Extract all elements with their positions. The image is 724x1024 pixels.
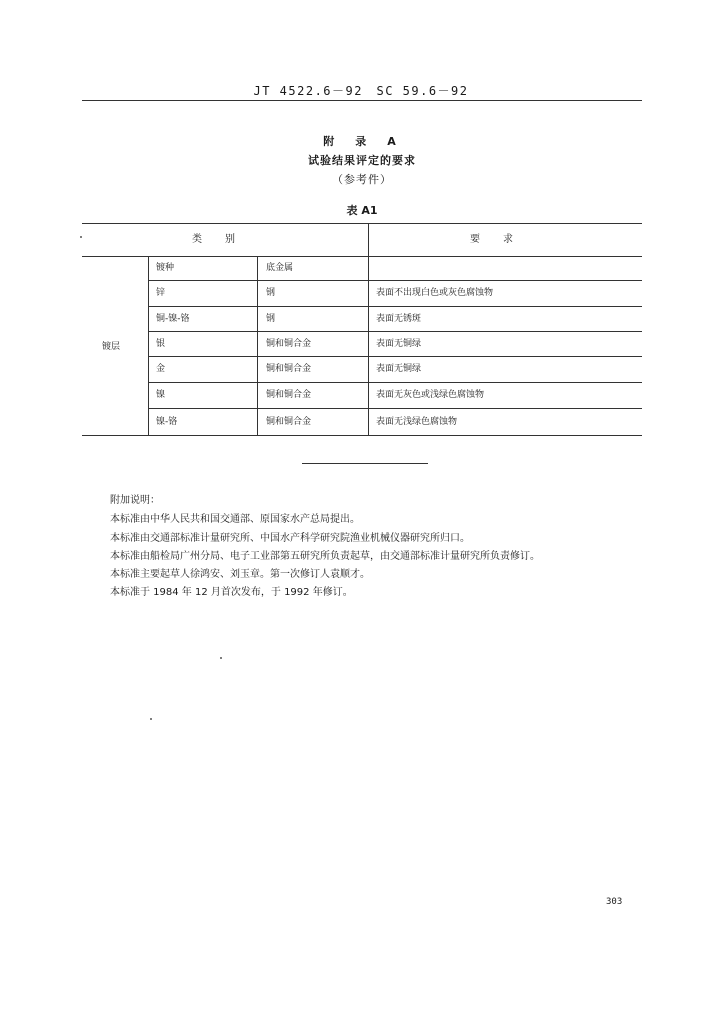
standard-code-header: JT 4522.6－92 SC 59.6－92 [253, 84, 469, 98]
table-cell-base: 铜和铜合金 [266, 364, 312, 374]
notes-heading: 附加说明： [110, 495, 160, 506]
scan-speck [220, 657, 222, 659]
requirements-table [82, 223, 642, 436]
table-cell-base: 铜和铜合金 [266, 339, 312, 349]
scan-speck [80, 236, 82, 238]
table-cell-coating: 金 [156, 364, 166, 374]
table-cell-requirement: 表面无灰色或浅绿色腐蚀物 [376, 390, 485, 400]
table-cell-requirement: 表面无锈斑 [376, 314, 422, 324]
appendix-title: 试验结果评定的要求 [308, 154, 416, 167]
table-cell-requirement: 表面不出现白色或灰色腐蚀物 [376, 288, 494, 298]
row-divider [148, 280, 642, 281]
group-label-coating: 镀层 [102, 342, 121, 352]
table-top-rule [82, 223, 642, 224]
table-header-rule [82, 256, 642, 257]
note-line: 本标准于 1984 年 12 月首次发布，于 1992 年修订。 [110, 587, 353, 598]
table-cell-base: 铜和铜合金 [266, 390, 312, 400]
page-number: 303 [606, 897, 623, 907]
table-bottom-rule [82, 435, 642, 436]
table-cell-requirement: 表面无浅绿色腐蚀物 [376, 417, 458, 427]
col-divider [148, 256, 149, 435]
table-cell-base: 铜和铜合金 [266, 417, 312, 427]
note-line: 本标准由中华人民共和国交通部、原国家水产总局提出。 [110, 514, 360, 525]
col-divider [257, 256, 258, 435]
table-cell-requirement: 表面无铜绿 [376, 339, 422, 349]
row-divider [148, 408, 642, 409]
note-line: 本标准主要起草人徐鸿安、刘玉章。第一次修订人袁顺才。 [110, 569, 370, 580]
note-line: 本标准由交通部标准计量研究所、中国水产科学研究院渔业机械仪器研究所归口。 [110, 533, 470, 544]
row-divider [148, 356, 642, 357]
table-cell-coating: 银 [156, 339, 166, 349]
table-cell-coating: 锌 [156, 288, 166, 298]
row-divider [148, 331, 642, 332]
table-cell-base: 钢 [266, 288, 276, 298]
table-caption: 表 A1 [346, 204, 378, 217]
table-cell-base: 钢 [266, 314, 276, 324]
row-divider [148, 306, 642, 307]
header-rule [82, 100, 642, 101]
col-divider [368, 223, 369, 435]
header-requirement: 要 求 [470, 234, 514, 245]
table-cell-coating: 铜-镍-铬 [156, 314, 190, 324]
appendix-label: 附 录 A [323, 135, 401, 148]
section-separator [302, 463, 428, 464]
scan-speck [150, 718, 152, 720]
table-cell-requirement: 表面无铜绿 [376, 364, 422, 374]
note-line: 本标准由船检局广州分局、电子工业部第五研究所负责起草，由交通部标准计量研究所负责修订。 [110, 551, 540, 562]
appendix-note: （参考件） [332, 173, 392, 186]
table-cell-coating: 镀种 [156, 263, 175, 273]
row-divider [148, 382, 642, 383]
table-cell-coating: 镍-铬 [156, 417, 178, 427]
table-cell-base: 底金属 [266, 263, 294, 273]
header-category: 类 别 [192, 234, 236, 245]
table-cell-coating: 镍 [156, 390, 166, 400]
